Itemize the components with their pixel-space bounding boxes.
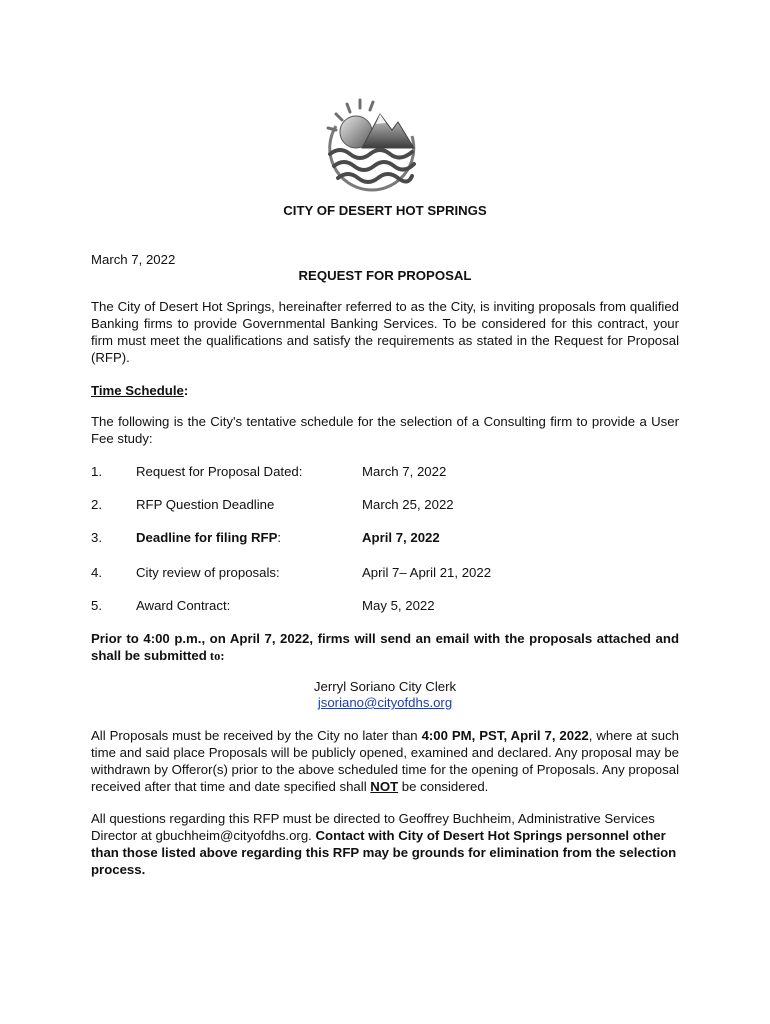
- schedule-row-number: 1.: [91, 464, 102, 479]
- schedule-row-item-bold: Deadline for filing RFP: [136, 530, 278, 545]
- schedule-row-item-suffix: :: [277, 530, 282, 545]
- contact-name: Jerryl Soriano City Clerk: [313, 679, 457, 694]
- schedule-row-date: March 25, 2022: [362, 497, 454, 512]
- schedule-row-item: [136, 529, 281, 546]
- schedule-row-item: City review of proposals:: [136, 565, 280, 580]
- schedule-row-date: April 7– April 21, 2022: [362, 565, 492, 580]
- document-title: REQUEST FOR PROPOSAL: [298, 268, 472, 283]
- schedule-row-date: May 5, 2022: [362, 598, 435, 613]
- schedule-row-item: RFP Question Deadline: [136, 497, 275, 512]
- proposals-paragraph: [91, 727, 679, 795]
- schedule-row-date: April 7, 2022: [362, 530, 440, 545]
- submission-notice: [91, 630, 679, 665]
- time-schedule-heading-text: Time Schedule: [91, 383, 184, 398]
- schedule-row-number: 4.: [91, 565, 102, 580]
- questions-paragraph: [91, 810, 679, 878]
- schedule-intro: The following is the City's tentative schedule for the selection of a Consulting firm to provide a User Fee study:: [91, 414, 679, 446]
- schedule-row-number: 3.: [91, 530, 102, 545]
- time-schedule-heading-colon: :: [183, 383, 189, 398]
- schedule-row-number: 2.: [91, 497, 102, 512]
- proposals-text-3: be considered.: [398, 779, 489, 794]
- proposals-not: NOT: [370, 779, 399, 794]
- schedule-row-item: Request for Proposal Dated:: [136, 464, 303, 479]
- contact-email-link[interactable]: jsoriano@cityofdhs.org: [317, 695, 453, 710]
- proposals-deadline: 4:00 PM, PST, April 7, 2022: [421, 728, 589, 743]
- letter-date: March 7, 2022: [91, 252, 176, 267]
- city-logo: [322, 96, 422, 196]
- submission-notice-text: Prior to 4:00 p.m., on April 7, 2022, firms will send an email with the proposals attached and shall be submitted: [91, 631, 679, 663]
- intro-paragraph: The City of Desert Hot Springs, hereinafter referred to as the City, is inviting proposals from qualified Banking firms to provide Governmental Banking Services. To be considered for this contract, your firm must meet the qualifications and satisfy the requirements as stated in the Request for Proposal (RFP).: [91, 299, 679, 365]
- contact-email-line: [0, 694, 770, 711]
- city-name-heading: CITY OF DESERT HOT SPRINGS: [283, 203, 487, 218]
- time-schedule-heading: [91, 382, 188, 399]
- schedule-row-item: Award Contract:: [136, 598, 231, 613]
- schedule-row-number: 5.: [91, 598, 102, 613]
- schedule-row-date: March 7, 2022: [362, 464, 447, 479]
- sun-mountain-waves-icon: [322, 96, 422, 196]
- submission-notice-to: to:: [206, 649, 225, 663]
- questions-bold-text: Contact with City of Desert Hot Springs personnel other than those listed above regarding this RFP may be grounds for elimination from the selection process.: [91, 828, 677, 877]
- proposals-text-1: All Proposals must be received by the City no later than: [91, 728, 422, 743]
- proposals-text-2: , where at such time and said place Proposals will be publicly opened, examined and declared. Any proposal may be withdrawn by Offeror(s) prior to the above scheduled time for the opening of Proposals. Any proposal received after that time and date specified shall: [91, 728, 679, 794]
- questions-text: All questions regarding this RFP must be directed to Geoffrey Buchheim, Administrative Services Director at gbuchheim@cityofdhs.org.: [91, 811, 655, 843]
